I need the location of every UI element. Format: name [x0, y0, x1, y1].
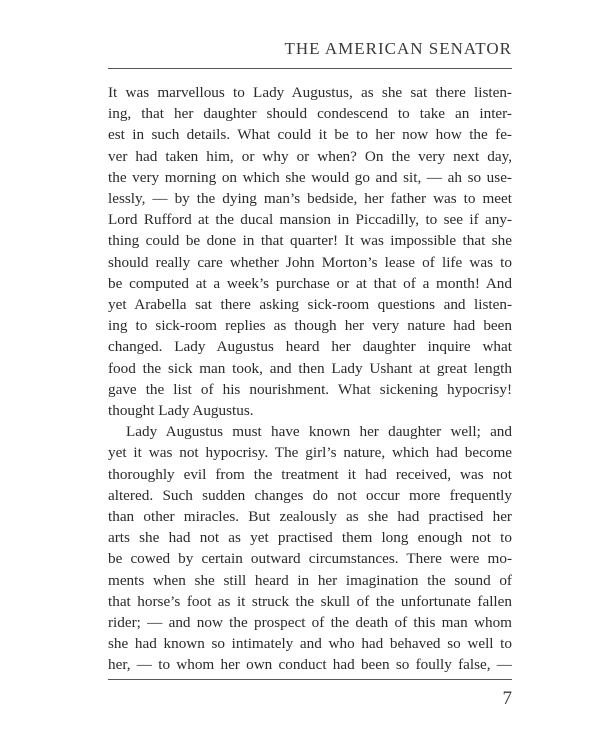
- text-line: It was marvellous to Lady Augustus, as she sat there listen-: [108, 84, 512, 101]
- text-line: should really care whether John Morton’s lease of life was to: [108, 253, 512, 271]
- text-line: est in such details. What could it be to her now how the fe-: [108, 126, 512, 144]
- text-line: Lady Augustus must have known her daughter well; and: [126, 423, 512, 441]
- text-line: altered. Such sudden changes do not occur more frequently: [108, 486, 512, 504]
- text-line: Lord Rufford at the ducal mansion in Piccadilly, to see if any-: [108, 211, 512, 229]
- text-line: ing to sick-room replies as though her very nature had been: [108, 317, 512, 335]
- text-line: arts she had not as yet practised them long enough not to: [108, 529, 512, 547]
- text-line: she had known so intimately and who had behaved so well to: [108, 635, 512, 653]
- footer-rule: [108, 679, 512, 680]
- text-line: rider; — and now the prospect of the death of this man whom: [108, 614, 512, 632]
- text-line: thought Lady Augustus.: [108, 402, 254, 420]
- text-line: thoroughly evil from the treatment it had received, was not: [108, 465, 512, 483]
- text-line: than other miracles. But zealously as she had practised her: [108, 508, 512, 526]
- text-line: thing could be done in that quarter! It was impossible that she: [108, 232, 512, 250]
- text-line: ver had taken him, or why or when? On the very next day,: [108, 147, 512, 165]
- text-line: that horse’s foot as it struck the skull of the unfortunate fallen: [108, 592, 512, 610]
- text-line: food the sick man took, and then Lady Ushant at great length: [108, 359, 512, 377]
- text-line: ing, that her daughter should condescend to take an inter-: [108, 105, 512, 123]
- text-line: be computed at a week’s purchase or at that of a month! And: [108, 274, 512, 292]
- text-line: be cowed by certain outward circumstances. There were mo-: [108, 550, 512, 568]
- text-line: ments when she still heard in her imagination the sound of: [108, 571, 512, 589]
- paragraph-2: [108, 421, 512, 675]
- text-line: yet Arabella sat there asking sick-room questions and listen-: [108, 296, 512, 314]
- text-line: lessly, — by the dying man’s bedside, her father was to meet: [108, 190, 512, 208]
- text-line: gave the list of his nourishment. What sickening hypocrisy!: [108, 380, 512, 398]
- header-rule: [108, 68, 512, 69]
- running-title: THE AMERICAN SENATOR: [284, 39, 512, 58]
- text-line: her, — to whom her own conduct had been so foully false, —: [108, 656, 512, 674]
- text-line: changed. Lady Augustus heard her daughter inquire what: [108, 338, 512, 356]
- text-line: yet it was not hypocrisy. The girl’s nature, which had become: [108, 444, 512, 462]
- page-number: 7: [502, 688, 512, 709]
- paragraph-1: [108, 82, 512, 421]
- body-text: [108, 82, 512, 676]
- text-line: the very morning on which she would go and sit, — ah so use-: [108, 168, 512, 186]
